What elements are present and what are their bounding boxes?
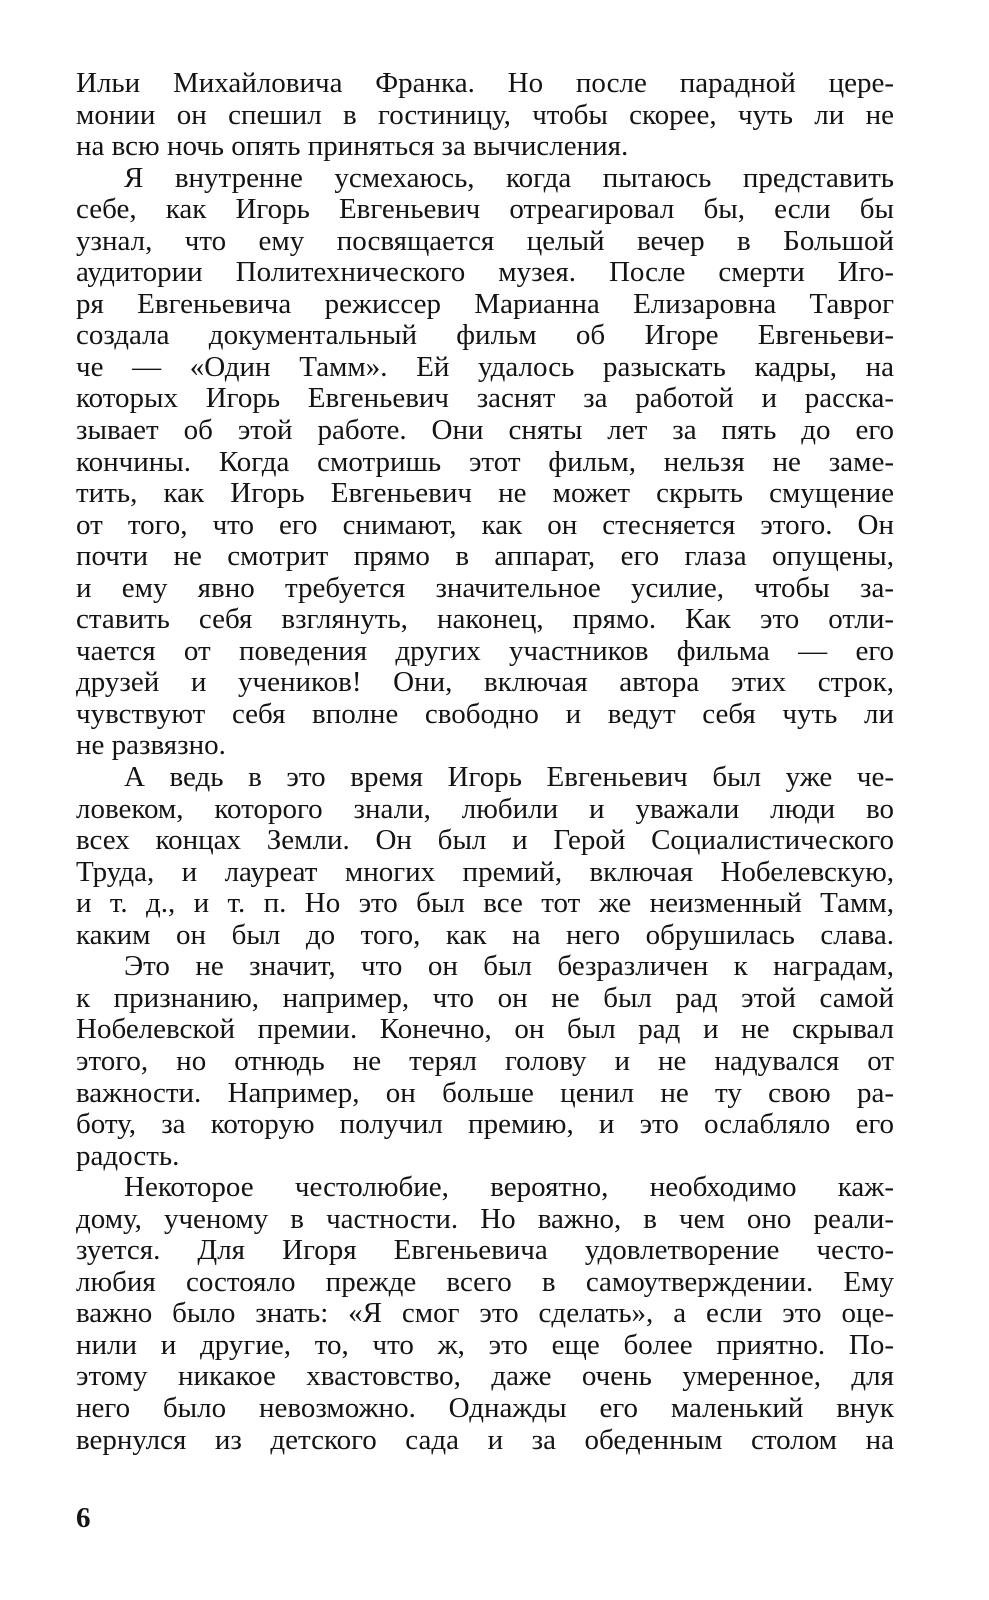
text-line: от того, что его снимают, как он стесняется этого. Он [76,508,894,541]
text-line: него было невозможно. Однажды его маленький внук [76,1391,894,1424]
text-line: себе, как Игорь Евгеньевич отреагировал бы, если бы [76,193,894,226]
paragraph-5 [76,1172,894,1456]
paragraph-4 [76,951,894,1172]
text-line: и т. д., и т. п. Но это был все тот же неизменный Тамм, [76,887,894,920]
text-line: Это не значит, что он был безразличен к наградам, [124,950,894,983]
text-line: и ему явно требуется значительное усилие, чтобы за- [76,571,894,604]
text-line: зывает об этой работе. Они сняты лет за пять до его [76,414,894,447]
paragraph-2 [76,163,894,762]
text-line: чается от поведения других участников фильма — его [76,634,894,667]
text-line: которых Игорь Евгеньевич заснят за работой и расска- [76,382,894,415]
text-line: аудитории Политехнического музея. После смерти Иго- [76,256,894,289]
text-line: чувствуют себя вполне свободно и ведут себя чуть ли [76,697,894,730]
text-line: Ильи Михайловича Франка. Но после парадной цере- [76,67,894,99]
text-line: че — «Один Тамм». Ей удалось разыскать кадры, на [76,350,894,383]
paragraph-3 [76,762,894,951]
text-line: тить, как Игорь Евгеньевич не может скрыть смущение [76,477,894,510]
text-line: создала документальный фильм об Игоре Евгеньеви- [76,319,894,352]
text-line: этого, но отнюдь не терял голову и не надувался от [76,1044,894,1077]
text-line: Нобелевской премии. Конечно, он был рад и не скрывал [76,1013,894,1046]
text-line: почти не смотрит прямо в аппарат, его глаза опущены, [76,540,894,573]
text-line: на всю ночь опять приняться за вычисления. [76,130,629,163]
text-line: дому, ученому в частности. Но важно, в чем оно реали- [76,1202,894,1235]
text-line: каким он был до того, как на него обрушилась слава. [76,918,894,951]
text-line: всех концах Земли. Он был и Герой Социалистического [76,824,894,857]
book-page-text [76,68,894,1568]
page-number: 6 [76,1502,91,1534]
text-line: боту, за которую получил премию, и это ослабляло его [76,1108,894,1141]
text-line: ставить себя взглянуть, наконец, прямо. Как это отли- [76,603,894,636]
text-line: радость. [76,1139,180,1172]
text-line: монии он спешил в гостиницу, чтобы скорее, чуть ли не [76,98,894,131]
text-line: этому никакое хвастовство, даже очень умеренное, для [76,1360,894,1393]
text-line: важно было знать: «Я смог это сделать», а если это оце- [76,1297,894,1330]
text-line: Некоторое честолюбие, вероятно, необходимо каж- [124,1171,894,1204]
paragraph-1 [76,68,894,163]
text-line: вернулся из детского сада и за обеденным столом на [76,1423,894,1456]
text-line: друзей и учеников! Они, включая автора этих строк, [76,666,894,699]
text-line: любия состояло прежде всего в самоутверждении. Ему [76,1265,894,1298]
text-line: к признанию, например, что он не был рад этой самой [76,981,894,1014]
text-line: кончины. Когда смотришь этот фильм, нельзя не заме- [76,445,894,478]
text-line: А ведь в это время Игорь Евгеньевич был уже че- [124,761,894,794]
text-line: зуется. Для Игоря Евгеньевича удовлетворение често- [76,1234,894,1267]
text-line: нили и другие, то, что ж, это еще более приятно. По- [76,1328,894,1361]
text-line: ря Евгеньевича режиссер Марианна Елизаровна Таврог [76,287,894,320]
text-line: Труда, и лауреат многих премий, включая Нобелевскую, [76,855,894,888]
text-line: Я внутренне усмехаюсь, когда пытаюсь представить [124,161,894,194]
text-line: важности. Например, он больше ценил не ту свою ра- [76,1076,894,1109]
text-line: узнал, что ему посвящается целый вечер в Большой [76,224,894,257]
text-line: не развязно. [76,729,226,762]
text-line: ловеком, которого знали, любили и уважали люди во [76,792,894,825]
